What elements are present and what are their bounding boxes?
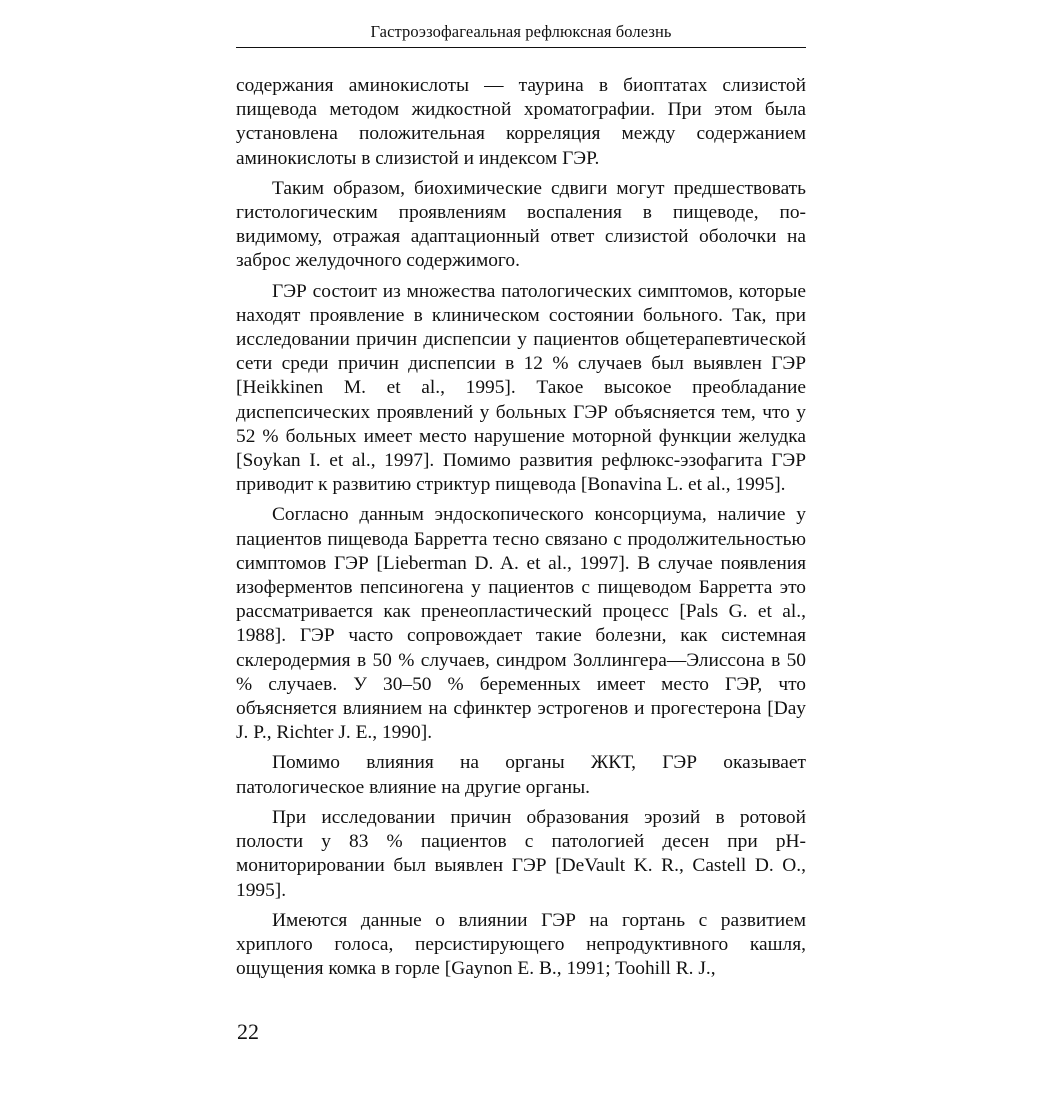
paragraph-biochemical-shifts: Таким образом, биохимические сдвиги могут предшествовать гистологическим проявлениям воспаления в пищеводе, по-видимому, отражая адаптационный ответ слизистой оболочки на заброс желудочного содержимого. bbox=[236, 177, 806, 272]
paragraph-ger-symptoms: ГЭР состоит из множества патологических симптомов, которые находят проявление в клиническом состоянии больного. Так, при исследовании причин диспепсии у пациентов общетерапевтической сети среди причин диспепсии в 12 % случаев был выявлен ГЭР [Heikkinen M. et al., 1995]. Такое высокое преобладание диспепсических проявлений у больных ГЭР объясняется тем, что у 52 % больных имеет место нарушение моторной функции желудка [Soykan I. et al., 1997]. Помимо развития рефлюкс-эзофагита ГЭР приводит к развитию стриктур пищевода [Bonavina L. et al., 1995]. bbox=[236, 280, 806, 496]
paragraph-larynx: Имеются данные о влиянии ГЭР на гортань с развитием хриплого голоса, персистирующего непродуктивного кашля, ощущения комка в горле [Gaynon E. B., 1991; Toohill R. J., bbox=[236, 909, 806, 980]
header-rule bbox=[236, 47, 806, 48]
paragraph-oral-erosions: При исследовании причин образования эрозий в ротовой полости у 83 % пациентов с патологией десен при pH-мониторировании был выявлен ГЭР [DeVault K. R., Castell D. O., 1995]. bbox=[236, 806, 806, 901]
paragraph-other-organs: Помимо влияния на органы ЖКТ, ГЭР оказывает патологическое влияние на другие органы. bbox=[236, 752, 806, 798]
body-text bbox=[236, 74, 806, 987]
page-number: 22 bbox=[237, 1019, 259, 1044]
paragraph-continued: содержания аминокислоты — таурина в биоптатах слизистой пищевода методом жидкостной хроматографии. При этом была установлена положительная корреляция между содержанием аминокислоты в слизистой и индексом ГЭР. bbox=[236, 75, 806, 169]
paragraph-barrett-esophagus: Согласно данным эндоскопического консорциума, наличие у пациентов пищевода Барретта тесно связано с продолжительностью симптомов ГЭР [Lieberman D. A. et al., 1997]. В случае появления изоферментов пепсиногена у пациентов с пищеводом Барретта это рассматривается как пренеопластический процесс [Pals G. et al., 1988]. ГЭР часто сопровождает такие болезни, как системная склеродермия в 50 % случаев, синдром Золлингера—Элиссона в 50 % случаев. У 30–50 % беременных имеет место ГЭР, что объясняется влиянием на сфинктер эстрогенов и прогестерона [Day J. P., Richter J. E., 1990]. bbox=[236, 504, 806, 744]
running-header: Гастроэзофагеальная рефлюксная болезнь bbox=[370, 22, 672, 41]
